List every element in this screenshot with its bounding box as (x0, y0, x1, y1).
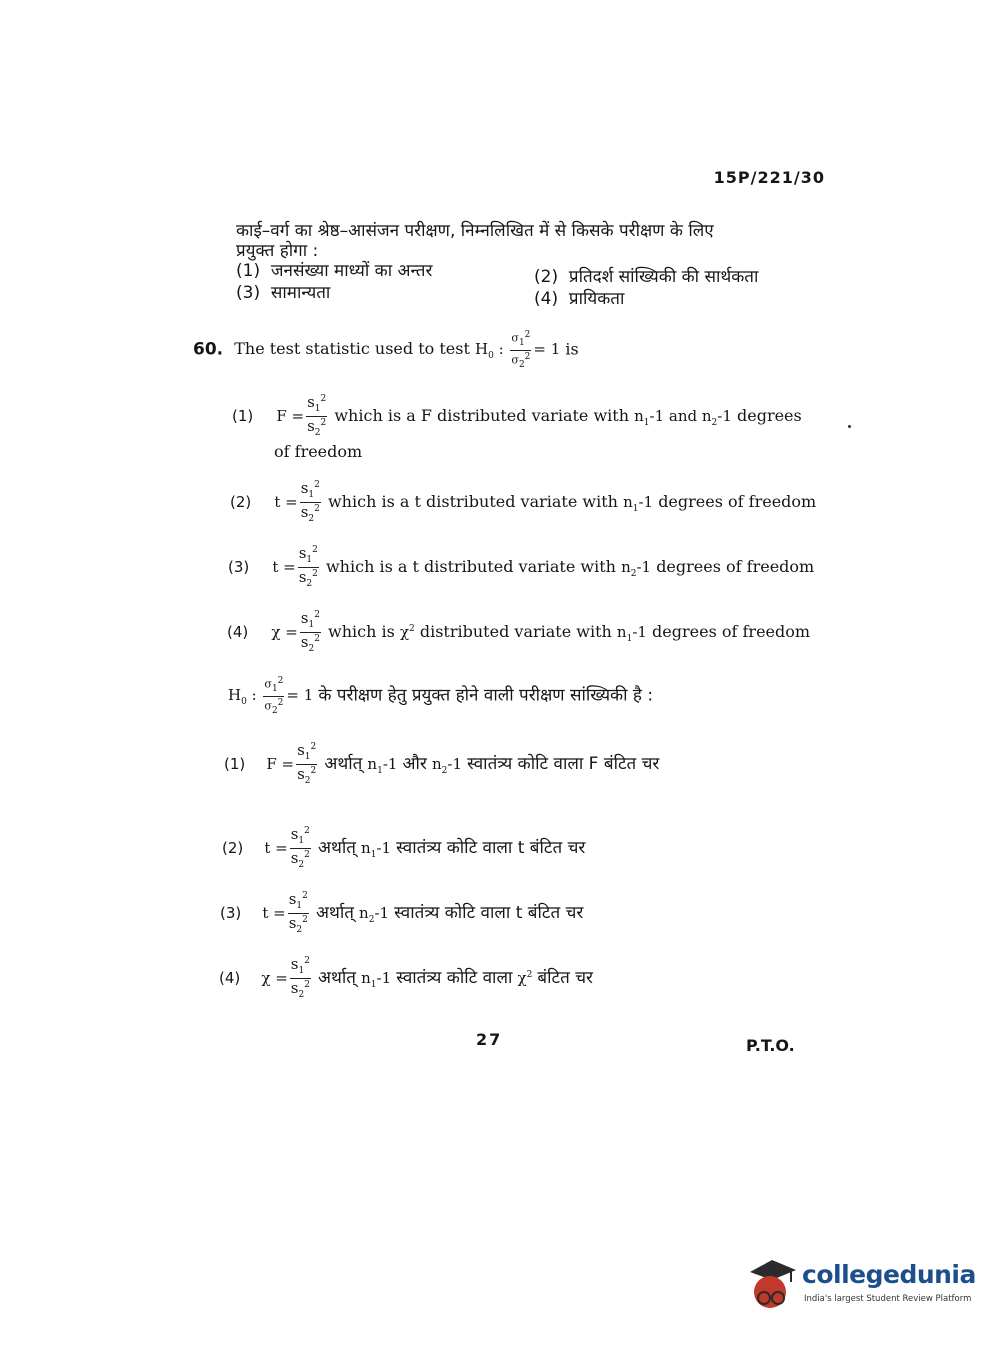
q60-hindi-stem (228, 676, 653, 717)
option-text: सामान्यता (270, 283, 331, 303)
option-text-tail: degrees (736, 406, 802, 425)
option-number: (4) (227, 623, 249, 641)
option-text: which is a t distributed variate with (327, 492, 618, 511)
formula-lhs: t = (264, 839, 288, 857)
option-text-c: स्वातंत्र्य कोटि वाला F बंटित चर (467, 754, 660, 774)
chi-square-symbol: $\chi^2$ (517, 969, 533, 987)
option-text-c: स्वातंत्र्य कोटि वाला (396, 968, 513, 988)
option-text-a: अर्थात् (324, 754, 363, 774)
option-text: which is a t distributed variate with (325, 557, 616, 576)
option-text: which is a F distributed variate with (334, 406, 630, 425)
hypothesis-formula: $H_0$ : $\frac{\sigma_1^2}{\sigma_2^2}$ = 1 (228, 676, 314, 716)
q60-stem (193, 330, 579, 371)
option-text-a: अर्थात् (315, 903, 354, 923)
option-number: (4) (219, 969, 241, 987)
option-text-d: बंटित चर (537, 968, 593, 988)
brand-name: collegedunia (802, 1260, 976, 1289)
variance-ratio-formula: $\frac{s_1^2}{s_2^2}$ (298, 544, 318, 589)
formula-lhs: F = (276, 407, 305, 425)
option-number: (3) (228, 558, 250, 576)
q60-en-option-2 (230, 480, 816, 525)
variance-ratio-formula: $\frac{s_1^2}{s_2^2}$ (300, 609, 320, 654)
q60-en-option-1-line2: of freedom (274, 442, 363, 461)
formula-lhs: χ = (261, 969, 288, 987)
variance-ratio-formula: $\frac{s_1^2}{s_2^2}$ (290, 825, 310, 870)
option-text: प्रायिकता (568, 289, 625, 309)
option-number: (4) (534, 289, 559, 309)
formula-lhs: t = (262, 904, 286, 922)
option-number: (1) (232, 407, 254, 425)
df-expression: $n_1-1$ (623, 493, 654, 514)
option-number: (2) (230, 493, 252, 511)
df-expression-1: $n_1-1$ (367, 755, 398, 776)
variance-ratio-formula: $\frac{s_1^2}{s_2^2}$ (297, 741, 317, 786)
option-text: which is (328, 622, 395, 641)
df-expression: $n_1-1$ and $n_2-1$ (634, 407, 732, 428)
scan-speck (848, 425, 851, 428)
df-expression-2: $n_2-1$ (431, 755, 463, 776)
collegedunia-watermark (742, 1254, 976, 1320)
variance-ratio-formula: $\frac{s_1^2}{s_2^2}$ (290, 955, 310, 1000)
variance-ratio-formula: $\frac{s_1^2}{s_2^2}$ (307, 393, 327, 438)
q60-hi-option-1 (224, 742, 659, 787)
q60-hi-option-3 (220, 891, 583, 936)
formula-lhs: F = (266, 755, 295, 773)
q60-stem-prefix: The test statistic used to test (234, 339, 470, 359)
q59-stem-line1: काई–वर्ग का श्रेष्ठ–आसंजन परीक्षण, निम्नलिखित में से किसके परीक्षण के लिए (236, 221, 714, 241)
q60-hi-option-4 (219, 956, 593, 1001)
variance-ratio-formula: $\frac{s_1^2}{s_2^2}$ (300, 479, 320, 524)
option-number: (1) (224, 755, 246, 773)
q60-en-option-3 (228, 545, 814, 590)
option-text-a: अर्थात् (318, 968, 356, 988)
df-expression: $n_1-1$ (361, 839, 392, 860)
q60-stem-suffix: is (565, 339, 579, 359)
option-number: (3) (236, 283, 261, 303)
option-text: प्रतिदर्श सांख्यिकी की सार्थकता (568, 267, 759, 287)
df-expression: $n_2-1$ (359, 904, 390, 925)
option-text-a: अर्थात् (317, 838, 356, 858)
option-text: जनसंख्या माध्यों का अन्तर (270, 261, 433, 281)
q60-en-option-4 (227, 610, 810, 655)
option-text-b: और (402, 754, 427, 774)
q60-en-option-1 (232, 394, 802, 439)
pto-label: P.T.O. (746, 1036, 795, 1055)
q59-option-1 (236, 258, 432, 281)
df-expression: $n_2-1$ (621, 558, 652, 579)
option-text-mid: distributed variate with (419, 622, 612, 641)
mascot-icon (742, 1254, 800, 1320)
q60-hindi-stem-text: के परीक्षण हेतु प्रयुक्त होने वाली परीक्षण सांख्यिकी है : (318, 685, 654, 706)
q59-option-2 (534, 264, 758, 287)
brand-tagline: India's largest Student Review Platform (804, 1294, 972, 1304)
formula-lhs: χ = (271, 623, 298, 641)
question-number: 60. (193, 339, 224, 360)
chi-square-symbol: $\chi^2$ (399, 623, 415, 641)
option-number: (3) (220, 904, 242, 922)
option-text-tail: degrees of freedom (652, 622, 811, 641)
q59-option-4 (534, 286, 624, 309)
formula-lhs: t = (274, 493, 298, 511)
option-text-tail: degrees of freedom (656, 557, 815, 576)
option-text-c: स्वातंत्र्य कोटि वाला t बंटित चर (394, 903, 584, 923)
option-text-c: स्वातंत्र्य कोटि वाला t बंटित चर (396, 838, 586, 858)
page-number: 27 (476, 1030, 503, 1049)
df-expression: $n_1-1$ (361, 969, 392, 990)
formula-lhs: t = (272, 558, 296, 576)
paper-code: 15P/221/30 (713, 168, 825, 187)
q59-option-3 (236, 280, 330, 303)
option-number: (2) (222, 839, 244, 857)
df-expression: $n_1-1$ (616, 623, 647, 644)
q60-hi-option-2 (222, 826, 585, 871)
option-number: (2) (534, 267, 559, 287)
option-text-tail: degrees of freedom (658, 492, 817, 511)
hypothesis-formula: $H_0$ : $\frac{\sigma_1^2}{\sigma_2^2}$ = 1 (475, 330, 561, 370)
option-number: (1) (236, 261, 261, 281)
variance-ratio-formula: $\frac{s_1^2}{s_2^2}$ (288, 890, 308, 935)
q59-stem-line2: प्रयुक्त होगा : (236, 241, 319, 261)
